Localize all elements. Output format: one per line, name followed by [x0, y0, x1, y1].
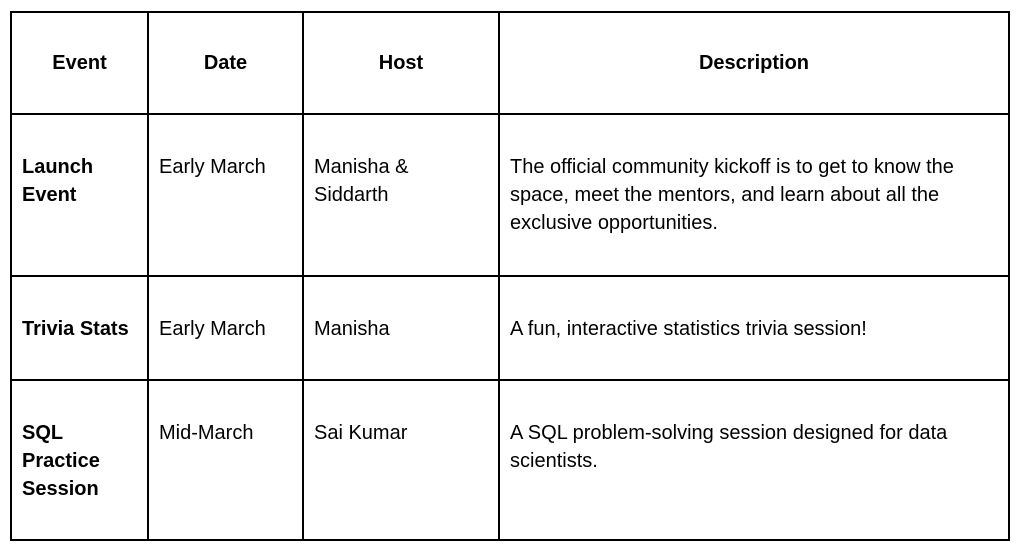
date-cell: Early March: [148, 276, 303, 380]
date-cell: Mid-March: [148, 380, 303, 540]
table-header-row: [11, 12, 1009, 114]
host-cell: Manisha & Siddarth: [303, 114, 499, 276]
header-host: Host: [303, 12, 499, 114]
description-cell: The official community kickoff is to get to know the space, meet the mentors, and learn about all the exclusive opportunities.: [499, 114, 1009, 276]
description-cell: A SQL problem-solving session designed for data scientists.: [499, 380, 1009, 540]
description-cell: A fun, interactive statistics trivia session!: [499, 276, 1009, 380]
table-row: [11, 114, 1009, 276]
event-cell: SQL Practice Session: [11, 380, 148, 540]
table-row: [11, 276, 1009, 380]
header-date: Date: [148, 12, 303, 114]
event-cell: Trivia Stats: [11, 276, 148, 380]
host-cell: Sai Kumar: [303, 380, 499, 540]
events-table: [10, 11, 1010, 541]
date-cell: Early March: [148, 114, 303, 276]
header-description: Description: [499, 12, 1009, 114]
event-cell: Launch Event: [11, 114, 148, 276]
header-event: Event: [11, 12, 148, 114]
host-cell: Manisha: [303, 276, 499, 380]
table-row: [11, 380, 1009, 540]
